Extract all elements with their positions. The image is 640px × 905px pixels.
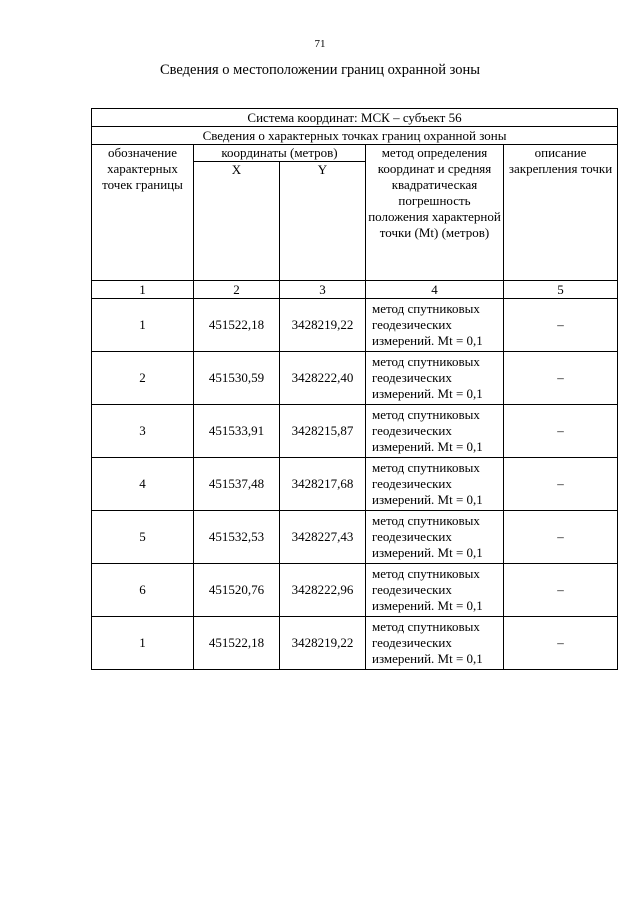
y-cell: 3428215,87 (280, 405, 366, 458)
column-number-row (92, 281, 618, 299)
point-cell: 6 (92, 564, 194, 617)
description-cell: – (504, 458, 618, 511)
column-number: 5 (504, 281, 618, 299)
section-title-header: Сведения о характерных точках границ охранной зоны (92, 127, 618, 145)
y-cell: 3428217,68 (280, 458, 366, 511)
point-cell: 1 (92, 299, 194, 352)
table-row (92, 352, 618, 405)
description-header: описание закрепления точки (504, 145, 618, 281)
point-cell: 1 (92, 617, 194, 670)
y-cell: 3428219,22 (280, 299, 366, 352)
table-row (92, 511, 618, 564)
method-cell: метод спутниковых геодезических измерений. Mt = 0,1 (366, 299, 504, 352)
x-cell: 451537,48 (194, 458, 280, 511)
coordinate-system-header: Система координат: МСК – субъект 56 (92, 109, 618, 127)
method-cell: метод спутниковых геодезических измерений. Mt = 0,1 (366, 405, 504, 458)
method-cell: метод спутниковых геодезических измерений. Mt = 0,1 (366, 458, 504, 511)
x-header: X (194, 162, 280, 281)
method-header: метод определения координат и средняя квадратическая погрешность положения характерной точки (Mt) (метров) (366, 145, 504, 281)
point-cell: 3 (92, 405, 194, 458)
column-number: 2 (194, 281, 280, 299)
table-row (92, 458, 618, 511)
point-cell: 2 (92, 352, 194, 405)
column-number: 4 (366, 281, 504, 299)
page-number: 71 (314, 38, 326, 50)
x-cell: 451530,59 (194, 352, 280, 405)
point-cell: 4 (92, 458, 194, 511)
table-row (92, 299, 618, 352)
method-cell: метод спутниковых геодезических измерений. Mt = 0,1 (366, 617, 504, 670)
x-cell: 451532,53 (194, 511, 280, 564)
table-row (92, 564, 618, 617)
column-number: 1 (92, 281, 194, 299)
method-cell: метод спутниковых геодезических измерений. Mt = 0,1 (366, 511, 504, 564)
y-header: Y (280, 162, 366, 281)
y-cell: 3428227,43 (280, 511, 366, 564)
description-cell: – (504, 299, 618, 352)
method-cell: метод спутниковых геодезических измерений. Mt = 0,1 (366, 564, 504, 617)
column-number: 3 (280, 281, 366, 299)
table-row (92, 617, 618, 670)
description-cell: – (504, 564, 618, 617)
x-cell: 451520,76 (194, 564, 280, 617)
x-cell: 451522,18 (194, 299, 280, 352)
y-cell: 3428222,96 (280, 564, 366, 617)
description-cell: – (504, 617, 618, 670)
document-title: Сведения о местоположении границ охранной зоны (159, 62, 480, 78)
y-cell: 3428222,40 (280, 352, 366, 405)
x-cell: 451533,91 (194, 405, 280, 458)
description-cell: – (504, 405, 618, 458)
point-cell: 5 (92, 511, 194, 564)
boundary-points-table (91, 108, 618, 670)
description-cell: – (504, 352, 618, 405)
y-cell: 3428219,22 (280, 617, 366, 670)
point-designation-header: обозначение характерных точек границы (92, 145, 194, 281)
x-cell: 451522,18 (194, 617, 280, 670)
table-row (92, 405, 618, 458)
description-cell: – (504, 511, 618, 564)
method-cell: метод спутниковых геодезических измерений. Mt = 0,1 (366, 352, 504, 405)
coordinates-header: координаты (метров) (194, 145, 366, 162)
